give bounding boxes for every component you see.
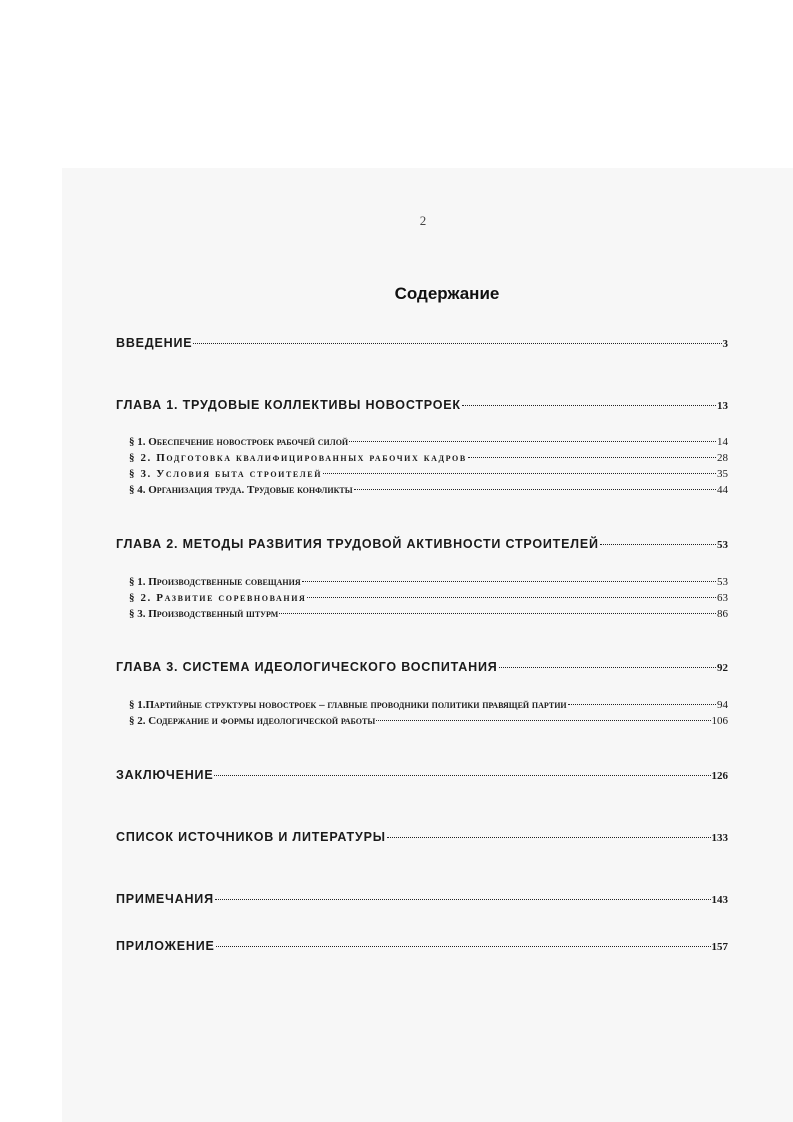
toc-entry-label: § 1.Партийные структуры новостроек – главные проводники политики правящей партии	[129, 699, 567, 711]
toc-entry-label: ГЛАВА 1. ТРУДОВЫЕ КОЛЛЕКТИВЫ НОВОСТРОЕК	[116, 398, 461, 412]
toc-entry-page: 94	[717, 699, 728, 711]
toc-entry-section-2-3[interactable]	[129, 606, 728, 622]
toc-entry-label: ПРИЛОЖЕНИЕ	[116, 939, 215, 953]
page-title: Содержание	[394, 284, 500, 303]
toc-entry-label: ПРИМЕЧАНИЯ	[116, 892, 214, 906]
dot-leader	[279, 613, 716, 614]
toc-entry-label: § 1. Обеспечение новостроек рабочей силой	[129, 436, 349, 448]
dot-leader	[568, 704, 716, 705]
page-number: 2	[419, 213, 427, 228]
toc-entry-page: 106	[711, 715, 728, 727]
toc-entry-appendix[interactable]	[116, 938, 728, 955]
toc-entry-page: 13	[717, 400, 728, 412]
toc-entry-label: ВВЕДЕНИЕ	[116, 336, 193, 350]
dot-leader	[354, 489, 716, 490]
dot-leader	[349, 441, 716, 442]
toc-entry-chapter-3[interactable]	[116, 659, 728, 676]
toc-entry-chapter-1[interactable]	[116, 397, 728, 414]
toc-entry-page: 86	[717, 608, 728, 620]
toc-entry-section-2-1[interactable]	[129, 574, 728, 590]
toc-entry-label: § 2. Содержание и формы идеологической работы	[129, 715, 376, 727]
toc-entry-label: § 2. Подготовка квалифицированных рабочих кадров	[129, 452, 467, 464]
toc-entry-chapter-2[interactable]	[116, 536, 728, 553]
dot-leader	[302, 581, 716, 582]
toc-entry-section-1-1[interactable]	[129, 434, 728, 450]
toc-entry-section-1-3[interactable]	[129, 466, 728, 482]
dot-leader	[216, 946, 711, 947]
toc-entry-section-1-2[interactable]	[129, 450, 728, 466]
toc-entry-page: 35	[717, 468, 728, 480]
toc-entry-page: 143	[711, 894, 728, 906]
toc-entry-page: 44	[717, 484, 728, 496]
dot-leader	[600, 544, 716, 545]
dot-leader	[215, 899, 711, 900]
toc-entry-label: ГЛАВА 2. МЕТОДЫ РАЗВИТИЯ ТРУДОВОЙ АКТИВНОСТИ СТРОИТЕЛЕЙ	[116, 537, 599, 551]
toc-entry-label: § 4. Организация труда. Трудовые конфликты	[129, 484, 353, 496]
toc-entry-label: § 2. Развитие соревнования	[129, 592, 307, 604]
page-background	[62, 168, 793, 1122]
toc-entry-notes[interactable]	[116, 891, 728, 908]
toc-entry-section-1-4[interactable]	[129, 482, 728, 498]
toc-entry-label: СПИСОК ИСТОЧНИКОВ И ЛИТЕРАТУРЫ	[116, 830, 386, 844]
toc-entry-page: 157	[711, 941, 728, 953]
dot-leader	[193, 343, 721, 344]
toc-entry-sources[interactable]	[116, 829, 728, 846]
dot-leader	[307, 597, 716, 598]
dot-leader	[462, 405, 716, 406]
toc-entry-page: 53	[717, 539, 728, 551]
dot-leader	[468, 457, 716, 458]
toc-entry-label: § 3. Условия быта строителей	[129, 468, 323, 480]
toc-entry-section-3-2[interactable]	[129, 713, 728, 729]
toc-entry-label: § 3. Производственный штурм	[129, 608, 279, 620]
toc-entry-page: 28	[717, 452, 728, 464]
toc-entry-page: 3	[722, 338, 728, 350]
toc-entry-section-3-1[interactable]	[129, 697, 728, 713]
toc-entry-page: 92	[717, 662, 728, 674]
toc-entry-page: 14	[717, 436, 728, 448]
dot-leader	[499, 667, 716, 668]
toc-entry-page: 126	[711, 770, 728, 782]
dot-leader	[323, 473, 716, 474]
dot-leader	[376, 720, 710, 721]
toc-entry-page: 63	[717, 592, 728, 604]
toc-entry-introduction[interactable]	[116, 335, 728, 352]
toc-entry-label: ЗАКЛЮЧЕНИЕ	[116, 768, 214, 782]
toc-entry-conclusion[interactable]	[116, 767, 728, 784]
toc-entry-label: § 1. Производственные совещания	[129, 576, 301, 588]
toc-entry-page: 133	[711, 832, 728, 844]
dot-leader	[387, 837, 711, 838]
toc-entry-label: ГЛАВА 3. СИСТЕМА ИДЕОЛОГИЧЕСКОГО ВОСПИТАНИЯ	[116, 660, 498, 674]
dot-leader	[214, 775, 710, 776]
toc-entry-page: 53	[717, 576, 728, 588]
toc-entry-section-2-2[interactable]	[129, 590, 728, 606]
